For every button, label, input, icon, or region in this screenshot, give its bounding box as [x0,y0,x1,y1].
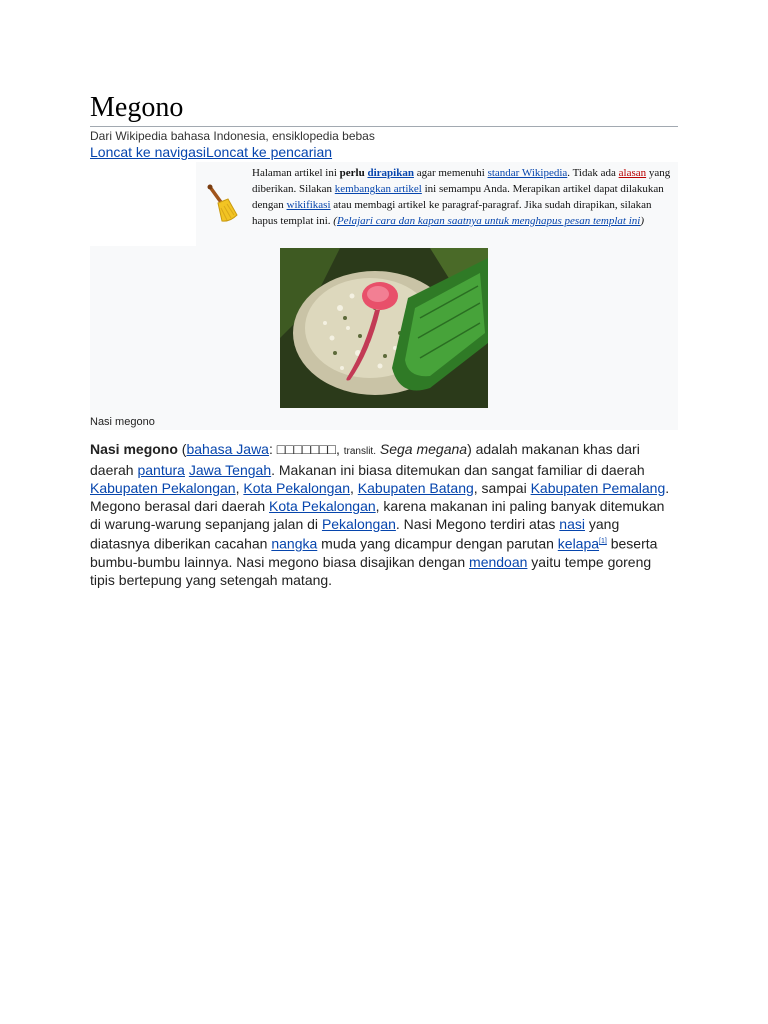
page-title: Megono [90,90,678,127]
cleanup-notice-text: Halaman artikel ini perlu dirapikan agar memenuhi standar Wikipedia. Tidak ada alasan yang diberikan. Silakan kembangkan artikel ini semampu Anda. Merapikan artikel dapat dilakukan dengan wikifikasi atau membagi artikel ke paragraf-paragraf. Jika sudah dirapikan, silakan hapus templat ini. (Pelajari cara dan kapan saatnya untuk menghapus pesan templat ini) [252,167,671,227]
tagline: Dari Wikipedia bahasa Indonesia, ensiklopedia bebas [90,129,375,143]
mendoan-link[interactable]: mendoan [469,553,528,570]
broom-icon [206,184,240,224]
kelapa-link[interactable]: kelapa [557,535,600,552]
wikifikasi-link[interactable]: wikifikasi [286,199,331,211]
kota-pekalongan-link-2[interactable]: Kota Pekalongan [269,498,376,514]
reference-1-link[interactable]: [1] [599,538,607,545]
jump-to-navigation-link[interactable]: Loncat ke navigasi [90,144,206,160]
nangka-link[interactable]: nangka [271,535,318,552]
pelajari-link[interactable]: Pelajari cara dan kapan saatnya untuk menghapus pesan templat ini [336,215,641,227]
nasi-megono-photo[interactable] [280,248,488,408]
figure-caption: Nasi megono [90,416,155,428]
kabupaten-pekalongan-link[interactable]: Kabupaten Pekalongan [90,480,236,496]
nasi-link[interactable]: nasi [559,516,585,532]
cleanup-notice [196,162,678,246]
article-body: Nasi megono (bahasa Jawa: □□□□□□□, translit. Sega megana) adalah makanan khas dari daerah pantura Jawa Tengah. Makanan ini biasa ditemukan dan sangat familiar di daerah Kabupaten Pekalongan, Kota Pekalongan, Kabupaten Batang, sampai Kabupaten Pemalang. Megono berasal dari daerah Kota Pekalongan, karena makanan ini paling banyak ditemukan di warung-warung sepanjang jalan di Pekalongan. Nasi Megono terdiri atas nasi yang diatasnya diberikan cacahan nangka muda yang dicampur dengan parutan kelapa[1] beserta bumbu-bumbu lainnya. Nasi megono biasa disajikan dengan mendoan yaitu tempe goreng tipis bertepung yang setengah matang. [90,441,670,588]
dirapikan-link[interactable]: dirapikan [367,167,414,179]
standar-wikipedia-link[interactable]: standar Wikipedia [487,167,568,179]
kabupaten-batang-link[interactable]: Kabupaten Batang [357,480,474,496]
jump-to-search-link[interactable]: Loncat ke pencarian [205,144,333,160]
kembangkan-artikel-link[interactable]: kembangkan artikel [334,183,422,195]
bahasa-jawa-link[interactable]: bahasa Jawa [186,441,269,457]
kabupaten-pemalang-link[interactable]: Kabupaten Pemalang [530,480,666,496]
jawa-tengah-link[interactable]: Jawa Tengah [188,462,272,478]
pantura-link[interactable]: pantura [137,462,185,478]
figure [90,246,678,430]
alasan-link[interactable]: alasan [618,167,647,179]
jump-links [90,144,332,160]
pekalongan-link[interactable]: Pekalongan [321,516,396,532]
kota-pekalongan-link[interactable]: Kota Pekalongan [243,480,350,496]
